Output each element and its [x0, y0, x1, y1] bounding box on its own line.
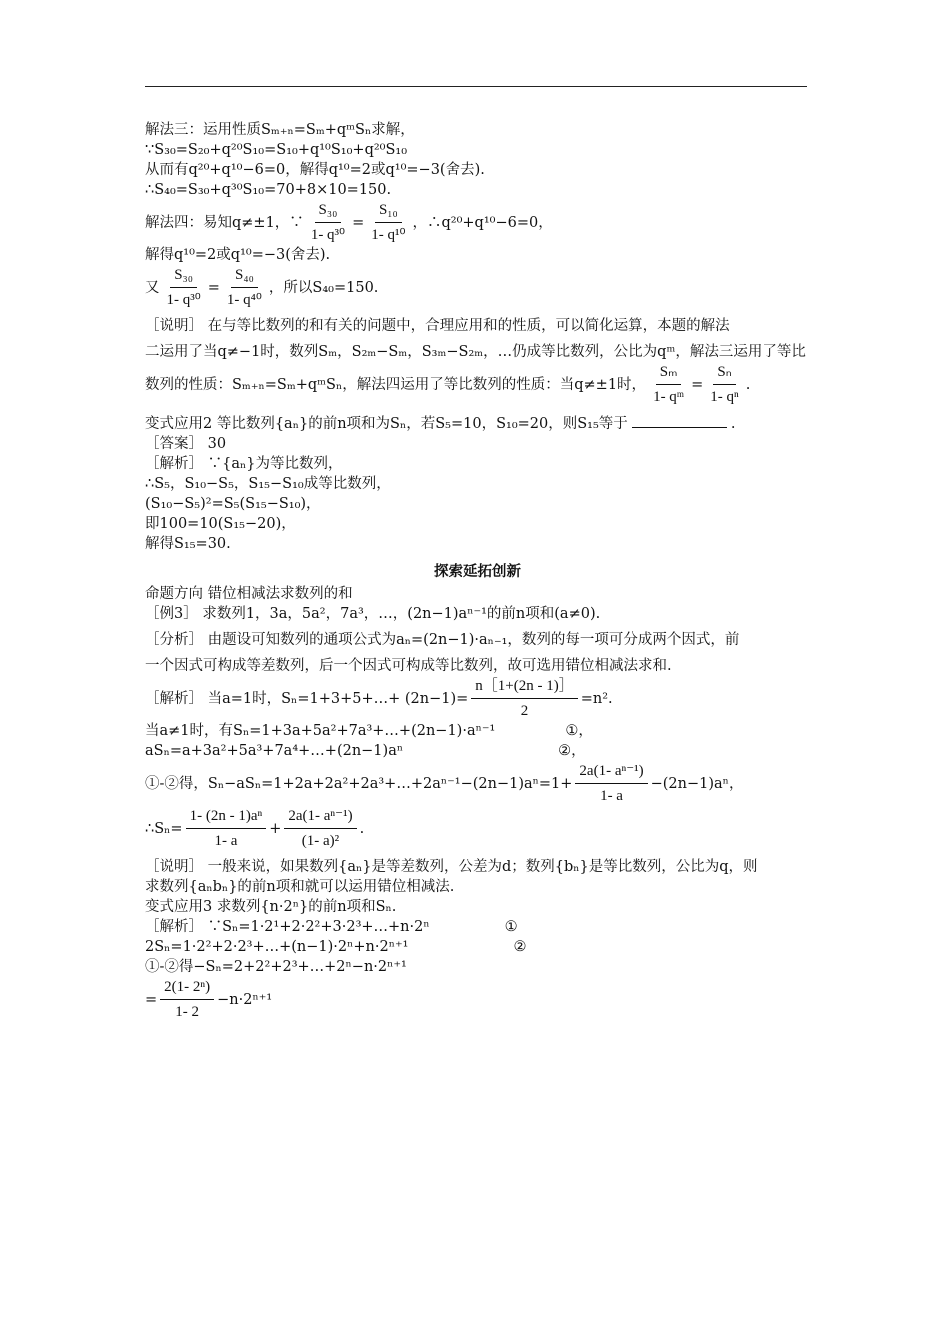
ex3-analysis: ［分析］ 由题设可知数列的通项公式为aₙ=(2n−1)·aₙ₋₁，数列的每一项可分成两个因式，前	[145, 632, 740, 648]
ex3-note: 求数列{aₙbₙ}的前n项和就可以运用错位相减法.	[145, 879, 455, 895]
var2-sol-line: ［解析］ ∵{aₙ}为等比数列，	[145, 456, 343, 472]
ex3-note: ［说明］ 一般来说，如果数列{aₙ}是等差数列，公差为d；数列{bₙ}是等比数列，公比为q，则	[145, 859, 758, 875]
fraction: $\frac{\text{S₃₀}}{\text{1- q³⁰}}$	[166, 267, 201, 308]
sol3-line: ∴S₄₀=S₃₀+q³⁰S₁₀=70+8×10=150.	[145, 182, 392, 198]
fraction: $\frac{n[1+(2n - 1)]}{2}$	[471, 676, 577, 721]
var2-sol-line: 即100=10(S₁₅−20)，	[145, 516, 296, 532]
note1-line: 二运用了当q≠−1时，数列Sₘ，S₂ₘ−Sₘ，S₃ₘ−S₂ₘ，…仍成等比数列，公比为qᵐ，解法三运用了等比	[145, 344, 806, 360]
fraction: $\frac{\text{S₃₀}}{\text{1- q³⁰}}$	[310, 202, 346, 243]
header-rule	[145, 86, 807, 87]
fraction: $\frac{\text{2a(1- aⁿ⁻¹)}}{1- a}$	[575, 761, 647, 806]
answer-blank	[632, 413, 727, 428]
var2-sol-line: 解得S₁₅=30.	[145, 536, 231, 552]
var2-answer: ［答案］ 30	[145, 436, 227, 452]
ex3-analysis: 一个因式可构成等差数列，后一个因式可构成等比数列，故可选用错位相减法求和.	[145, 658, 672, 674]
ex3-solution-line: ［解析］ 当a=1时，Sₙ=1+3+5+…+ (2n−1)= $\frac{n[1+(2n - 1)]}{2}$ =n².	[145, 678, 613, 719]
document-body	[145, 120, 810, 1022]
sol4-line1: 解法四：易知q≠±1，∵ $\frac{\text{S₃₀}}{\text{1- q³⁰}}$ = $\frac{\text{S₁₀}}{\text{1- q¹⁰}}$ ，∴q²⁰+q¹⁰−6=0，	[145, 202, 553, 243]
fraction: $\frac{\text{S₄₀}}{\text{1- q⁴⁰}}$	[226, 267, 262, 308]
sol4-line3: 又 $\frac{\text{S₃₀}}{\text{1- q³⁰}}$ = $\frac{\text{S₄₀}}{\text{1- q⁴⁰}}$ ，所以S₄₀=150.	[145, 267, 379, 308]
var2-sol-line: (S₁₀−S₅)²=S₅(S₁₅−S₁₀)，	[145, 496, 321, 512]
ex3-direction: 命题方向 错位相减法求数列的和	[145, 586, 353, 602]
var3-line: ①-②得−Sₙ=2+2²+2³+…+2ⁿ−n·2ⁿ⁺¹	[145, 959, 407, 975]
fraction: $\frac{\text{S₁₀}}{\text{1- q¹⁰}}$	[371, 202, 406, 243]
var3-line: ［解析］ ∵Sₙ=1·2¹+2·2²+3·2³+…+n·2ⁿ ①	[145, 919, 518, 935]
note1-line: ［说明］ 在与等比数列的和有关的问题中，合理应用和的性质，可以简化运算，本题的解法	[145, 318, 730, 334]
sol3-line: ∵S₃₀=S₂₀+q²⁰S₁₀=S₁₀+q¹⁰S₁₀+q²⁰S₁₀	[145, 142, 408, 158]
fraction: $\frac{\text{2(1- 2ⁿ)}}{1- 2}$	[160, 977, 214, 1022]
sol3-line: 从而有q²⁰+q¹⁰−6=0，解得q¹⁰=2或q¹⁰=−3(舍去).	[145, 162, 485, 178]
var2-question: 变式应用2 等比数列{aₙ}的前n项和为Sₙ，若S₅=10，S₁₀=20，则S₁₅等于 .	[145, 413, 810, 434]
fraction: $\frac{\text{Sₙ}}{\text{1- qⁿ}}$	[710, 364, 739, 405]
var2-sol-line: ∴S₅，S₁₀−S₅，S₁₅−S₁₀成等比数列，	[145, 476, 391, 492]
fraction: $\frac{\text{2a(1- aⁿ⁻¹)}}{\text{(1- a)²}}$	[284, 806, 356, 851]
note1-line3: 数列的性质：Sₘ₊ₙ=Sₘ+qᵐSₙ，解法四运用了等比数列的性质：当q≠±1时， $\frac{\text{Sₘ}}{\text{1- qᵐ}}$ = $\frac{\text{Sₙ}}{\text{1- qⁿ}}$ .	[145, 364, 751, 405]
ex3-problem: ［例3］ 求数列1，3a，5a²，7a³，…，(2n−1)aⁿ⁻¹的前n项和(a≠0).	[145, 606, 601, 622]
fraction: $\frac{\text{Sₘ}}{\text{1- qᵐ}}$	[653, 364, 685, 405]
ex3-eq1: 当a≠1时，有Sₙ=1+3a+5a²+7a³+…+(2n−1)·aⁿ⁻¹ ①，	[145, 723, 593, 739]
var3-final-line: = $\frac{\text{2(1- 2ⁿ)}}{1- 2}$ −n·2ⁿ⁺¹	[145, 979, 273, 1020]
sol4-line2: 解得q¹⁰=2或q¹⁰=−3(舍去).	[145, 247, 331, 263]
ex3-eq2: aSₙ=a+3a²+5a³+7a⁴+…+(2n−1)aⁿ ②，	[145, 743, 586, 759]
var3-line: 2Sₙ=1·2²+2·2³+…+(n−1)·2ⁿ+n·2ⁿ⁺¹ ②	[145, 939, 527, 955]
sol3-line: 解法三：运用性质Sₘ₊ₙ=Sₘ+qᵐSₙ求解，	[145, 122, 415, 138]
ex3-result-line: ∴Sₙ= $\frac{\text{1- (2n - 1)aⁿ}}{1- a}$ + $\frac{\text{2a(1- aⁿ⁻¹)}}{\text{(1- a)²}}$ .	[145, 808, 365, 849]
ex3-subtract-line: ①-②得，Sₙ−aSₙ=1+2a+2a²+2a³+…+2aⁿ⁻¹−(2n−1)aⁿ=1+ $\frac{\text{2a(1- aⁿ⁻¹)}}{1- a}$ −(2n−1)aⁿ，	[145, 763, 744, 804]
var3-question: 变式应用3 求数列{n·2ⁿ}的前n项和Sₙ.	[145, 899, 397, 915]
section-title: 探索延拓创新	[434, 564, 521, 580]
fraction: $\frac{\text{1- (2n - 1)aⁿ}}{1- a}$	[186, 806, 267, 851]
